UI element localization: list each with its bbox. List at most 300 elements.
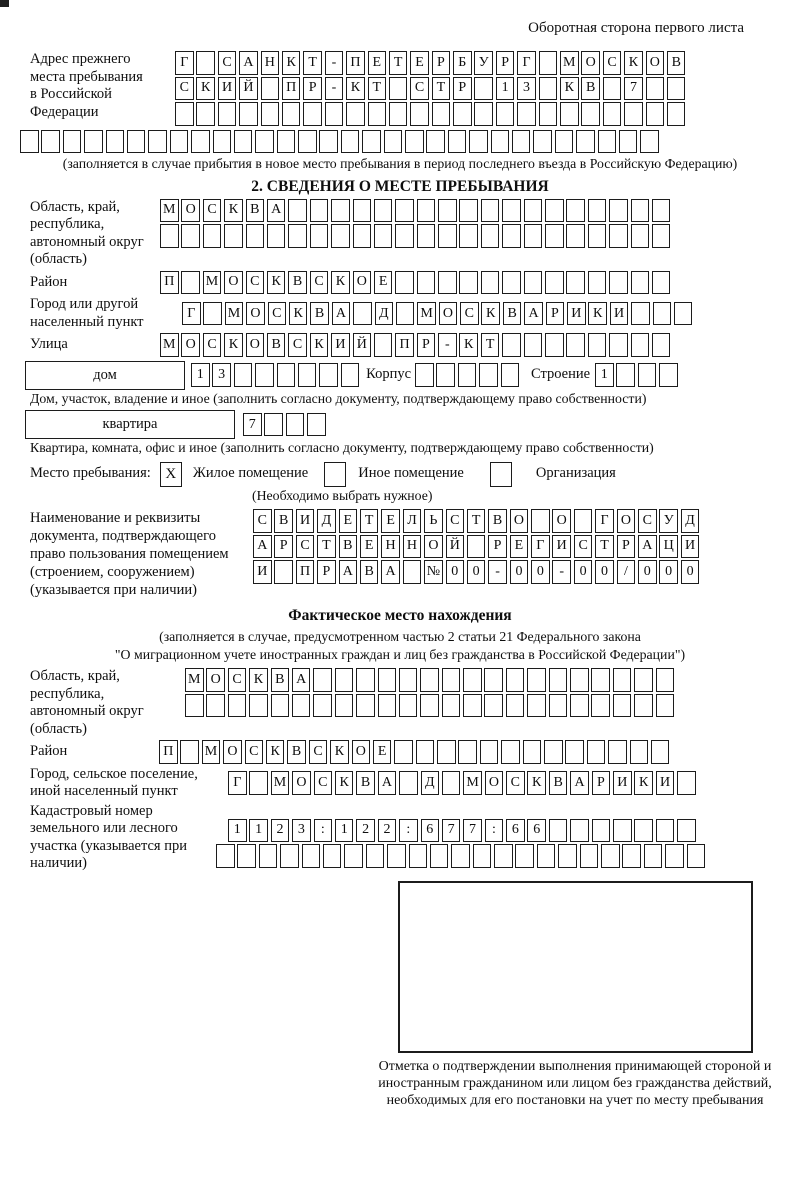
char-box[interactable] bbox=[566, 333, 585, 357]
char-box[interactable] bbox=[344, 844, 363, 868]
char-box[interactable]: А bbox=[381, 560, 400, 584]
char-box[interactable]: А bbox=[339, 560, 358, 584]
char-box[interactable]: К bbox=[588, 302, 607, 326]
char-box[interactable]: Е bbox=[410, 51, 429, 75]
char-box[interactable] bbox=[484, 694, 503, 718]
char-box[interactable] bbox=[261, 102, 280, 126]
char-box[interactable]: Д bbox=[421, 771, 440, 795]
char-box[interactable] bbox=[323, 844, 342, 868]
char-box[interactable] bbox=[515, 844, 534, 868]
char-box[interactable] bbox=[549, 819, 568, 843]
char-box[interactable] bbox=[417, 224, 436, 248]
char-box[interactable] bbox=[430, 844, 449, 868]
char-box[interactable] bbox=[374, 199, 393, 223]
char-box[interactable] bbox=[426, 130, 445, 154]
char-box[interactable]: В bbox=[667, 51, 686, 75]
char-box[interactable] bbox=[399, 668, 418, 692]
char-box[interactable]: Т bbox=[481, 333, 500, 357]
char-box[interactable] bbox=[196, 51, 215, 75]
char-box[interactable] bbox=[524, 224, 543, 248]
char-box[interactable] bbox=[539, 102, 558, 126]
char-box[interactable]: Р bbox=[488, 535, 507, 559]
char-box[interactable] bbox=[506, 694, 525, 718]
char-box[interactable]: А bbox=[638, 535, 657, 559]
char-box[interactable]: В bbox=[287, 740, 306, 764]
char-box[interactable] bbox=[432, 102, 451, 126]
char-box[interactable]: Ц bbox=[659, 535, 678, 559]
char-box[interactable] bbox=[458, 363, 477, 387]
char-box[interactable] bbox=[394, 740, 413, 764]
char-box[interactable] bbox=[545, 199, 564, 223]
char-box[interactable]: И bbox=[656, 771, 675, 795]
char-box[interactable]: В bbox=[356, 771, 375, 795]
char-box[interactable]: Р bbox=[303, 77, 322, 101]
char-box[interactable]: Ь bbox=[424, 509, 443, 533]
char-box[interactable] bbox=[570, 668, 589, 692]
char-box[interactable] bbox=[237, 844, 256, 868]
char-box[interactable]: Р bbox=[546, 302, 565, 326]
char-box[interactable]: Л bbox=[403, 509, 422, 533]
char-box[interactable]: Д bbox=[317, 509, 336, 533]
char-box[interactable]: С bbox=[246, 271, 265, 295]
char-box[interactable]: В bbox=[488, 509, 507, 533]
char-box[interactable] bbox=[405, 130, 424, 154]
char-box[interactable]: С bbox=[309, 740, 328, 764]
char-box[interactable] bbox=[288, 224, 307, 248]
char-box[interactable] bbox=[638, 363, 657, 387]
char-box[interactable] bbox=[527, 668, 546, 692]
char-box[interactable] bbox=[463, 694, 482, 718]
char-box[interactable] bbox=[634, 694, 653, 718]
char-box[interactable]: Г bbox=[228, 771, 247, 795]
char-box[interactable] bbox=[389, 77, 408, 101]
char-box[interactable]: Е bbox=[510, 535, 529, 559]
char-box[interactable]: Й bbox=[446, 535, 465, 559]
char-box[interactable] bbox=[20, 130, 39, 154]
char-box[interactable]: № bbox=[424, 560, 443, 584]
char-box[interactable] bbox=[249, 771, 268, 795]
char-box[interactable] bbox=[280, 844, 299, 868]
char-box[interactable] bbox=[282, 102, 301, 126]
char-box[interactable] bbox=[255, 363, 274, 387]
char-box[interactable] bbox=[203, 224, 222, 248]
char-box[interactable] bbox=[353, 302, 372, 326]
char-box[interactable] bbox=[106, 130, 125, 154]
char-box[interactable]: В bbox=[581, 77, 600, 101]
char-box[interactable]: Р bbox=[496, 51, 515, 75]
char-box[interactable] bbox=[175, 102, 194, 126]
char-box[interactable]: Р bbox=[592, 771, 611, 795]
char-box[interactable]: О bbox=[181, 199, 200, 223]
char-box[interactable] bbox=[261, 77, 280, 101]
char-box[interactable] bbox=[652, 271, 671, 295]
char-box[interactable] bbox=[481, 199, 500, 223]
char-box[interactable]: Н bbox=[381, 535, 400, 559]
char-box[interactable]: К bbox=[289, 302, 308, 326]
char-box[interactable] bbox=[218, 102, 237, 126]
char-box[interactable]: 7 bbox=[442, 819, 461, 843]
char-box[interactable] bbox=[160, 224, 179, 248]
char-box[interactable] bbox=[603, 77, 622, 101]
char-box[interactable] bbox=[634, 668, 653, 692]
char-box[interactable] bbox=[396, 302, 415, 326]
char-box[interactable]: П bbox=[159, 740, 178, 764]
char-box[interactable]: А bbox=[239, 51, 258, 75]
char-box[interactable]: 7 bbox=[624, 77, 643, 101]
char-box[interactable] bbox=[545, 333, 564, 357]
char-box[interactable] bbox=[566, 224, 585, 248]
char-box[interactable] bbox=[264, 413, 283, 437]
char-box[interactable]: К bbox=[266, 740, 285, 764]
char-box[interactable]: И bbox=[296, 509, 315, 533]
char-box[interactable] bbox=[659, 363, 678, 387]
char-box[interactable]: Б bbox=[453, 51, 472, 75]
char-box[interactable]: Р bbox=[432, 51, 451, 75]
char-box[interactable]: А bbox=[378, 771, 397, 795]
char-box[interactable] bbox=[652, 224, 671, 248]
char-box[interactable] bbox=[480, 740, 499, 764]
char-box[interactable]: М bbox=[271, 771, 290, 795]
char-box[interactable] bbox=[631, 302, 650, 326]
char-box[interactable] bbox=[259, 844, 278, 868]
char-box[interactable]: К bbox=[634, 771, 653, 795]
char-box[interactable]: Т bbox=[303, 51, 322, 75]
char-box[interactable] bbox=[667, 77, 686, 101]
char-box[interactable] bbox=[545, 271, 564, 295]
char-box[interactable]: 0 bbox=[531, 560, 550, 584]
char-box[interactable] bbox=[588, 271, 607, 295]
char-box[interactable] bbox=[646, 102, 665, 126]
char-box[interactable]: О bbox=[510, 509, 529, 533]
char-box[interactable] bbox=[442, 771, 461, 795]
char-box[interactable] bbox=[346, 102, 365, 126]
char-box[interactable]: - bbox=[325, 51, 344, 75]
char-box[interactable] bbox=[216, 844, 235, 868]
char-box[interactable] bbox=[206, 694, 225, 718]
char-box[interactable] bbox=[203, 302, 222, 326]
char-box[interactable] bbox=[608, 740, 627, 764]
char-box[interactable] bbox=[609, 199, 628, 223]
char-box[interactable]: К bbox=[335, 771, 354, 795]
char-box[interactable]: М bbox=[160, 333, 179, 357]
char-box[interactable]: П bbox=[296, 560, 315, 584]
char-box[interactable] bbox=[148, 130, 167, 154]
char-box[interactable] bbox=[271, 694, 290, 718]
char-box[interactable] bbox=[667, 102, 686, 126]
char-box[interactable]: О bbox=[439, 302, 458, 326]
char-box[interactable] bbox=[545, 224, 564, 248]
char-box[interactable]: Т bbox=[467, 509, 486, 533]
char-box[interactable] bbox=[581, 102, 600, 126]
char-box[interactable] bbox=[319, 130, 338, 154]
char-box[interactable] bbox=[479, 363, 498, 387]
char-box[interactable] bbox=[307, 413, 326, 437]
char-box[interactable] bbox=[496, 102, 515, 126]
char-box[interactable] bbox=[224, 224, 243, 248]
char-box[interactable] bbox=[442, 694, 461, 718]
char-box[interactable]: М bbox=[185, 668, 204, 692]
char-box[interactable]: И bbox=[552, 535, 571, 559]
char-box[interactable]: Е bbox=[381, 509, 400, 533]
char-box[interactable]: К bbox=[459, 333, 478, 357]
char-box[interactable] bbox=[609, 271, 628, 295]
char-box[interactable] bbox=[473, 844, 492, 868]
char-box[interactable]: К bbox=[196, 77, 215, 101]
char-box[interactable]: Й bbox=[353, 333, 372, 357]
char-box[interactable] bbox=[286, 413, 305, 437]
char-box[interactable]: О bbox=[223, 740, 242, 764]
char-box[interactable] bbox=[378, 694, 397, 718]
char-box[interactable]: К bbox=[282, 51, 301, 75]
char-box[interactable]: Т bbox=[432, 77, 451, 101]
char-box[interactable] bbox=[539, 51, 558, 75]
char-box[interactable]: О bbox=[246, 333, 265, 357]
char-box[interactable] bbox=[448, 130, 467, 154]
char-box[interactable]: И bbox=[218, 77, 237, 101]
char-box[interactable]: С bbox=[314, 771, 333, 795]
char-box[interactable]: Г bbox=[517, 51, 536, 75]
char-box[interactable] bbox=[592, 819, 611, 843]
char-box[interactable]: : bbox=[485, 819, 504, 843]
char-box[interactable] bbox=[631, 333, 650, 357]
char-box[interactable]: В bbox=[310, 302, 329, 326]
char-box[interactable]: Н bbox=[403, 535, 422, 559]
char-box[interactable] bbox=[469, 130, 488, 154]
char-box[interactable] bbox=[533, 130, 552, 154]
char-box[interactable] bbox=[459, 199, 478, 223]
char-box[interactable]: 1 bbox=[595, 363, 614, 387]
char-box[interactable] bbox=[502, 224, 521, 248]
char-box[interactable]: 6 bbox=[506, 819, 525, 843]
char-box[interactable] bbox=[570, 819, 589, 843]
char-box[interactable]: 3 bbox=[292, 819, 311, 843]
char-box[interactable] bbox=[459, 224, 478, 248]
char-box[interactable]: С bbox=[506, 771, 525, 795]
char-box[interactable] bbox=[403, 560, 422, 584]
char-box[interactable] bbox=[558, 844, 577, 868]
char-box[interactable] bbox=[622, 844, 641, 868]
char-box[interactable]: Е bbox=[339, 509, 358, 533]
char-box[interactable]: 3 bbox=[212, 363, 231, 387]
char-box[interactable]: О bbox=[352, 740, 371, 764]
char-box[interactable] bbox=[524, 333, 543, 357]
char-box[interactable] bbox=[335, 668, 354, 692]
char-box[interactable] bbox=[313, 668, 332, 692]
char-box[interactable] bbox=[325, 102, 344, 126]
char-box[interactable]: С bbox=[410, 77, 429, 101]
char-box[interactable]: О bbox=[617, 509, 636, 533]
char-box[interactable] bbox=[613, 819, 632, 843]
char-box[interactable]: А bbox=[570, 771, 589, 795]
char-box[interactable] bbox=[555, 130, 574, 154]
char-box[interactable]: А bbox=[332, 302, 351, 326]
char-box[interactable] bbox=[613, 694, 632, 718]
char-box[interactable]: / bbox=[617, 560, 636, 584]
char-box[interactable] bbox=[181, 271, 200, 295]
char-box[interactable] bbox=[630, 740, 649, 764]
char-box[interactable]: И bbox=[610, 302, 629, 326]
char-box[interactable]: В bbox=[246, 199, 265, 223]
char-box[interactable]: 1 bbox=[496, 77, 515, 101]
char-box[interactable] bbox=[288, 199, 307, 223]
char-box[interactable] bbox=[631, 199, 650, 223]
char-box[interactable] bbox=[656, 668, 675, 692]
char-box[interactable] bbox=[634, 819, 653, 843]
char-box[interactable] bbox=[395, 199, 414, 223]
char-box[interactable]: Р bbox=[317, 560, 336, 584]
char-box[interactable] bbox=[255, 130, 274, 154]
char-box[interactable]: И bbox=[331, 333, 350, 357]
char-box[interactable]: А bbox=[267, 199, 286, 223]
char-box[interactable] bbox=[574, 509, 593, 533]
char-box[interactable] bbox=[438, 271, 457, 295]
char-box[interactable]: 0 bbox=[595, 560, 614, 584]
char-box[interactable] bbox=[537, 844, 556, 868]
char-box[interactable] bbox=[656, 819, 675, 843]
char-box[interactable] bbox=[353, 199, 372, 223]
char-box[interactable]: 2 bbox=[378, 819, 397, 843]
char-box[interactable] bbox=[502, 333, 521, 357]
char-box[interactable] bbox=[517, 102, 536, 126]
char-box[interactable] bbox=[609, 333, 628, 357]
char-box[interactable] bbox=[249, 694, 268, 718]
char-box[interactable] bbox=[591, 668, 610, 692]
checkbox-other-premises[interactable] bbox=[324, 462, 346, 487]
char-box[interactable]: О bbox=[424, 535, 443, 559]
char-box[interactable]: В bbox=[274, 509, 293, 533]
apartment-field[interactable]: квартира bbox=[25, 410, 235, 439]
char-box[interactable] bbox=[437, 740, 456, 764]
char-box[interactable]: П bbox=[346, 51, 365, 75]
char-box[interactable]: 7 bbox=[243, 413, 262, 437]
char-box[interactable]: 1 bbox=[249, 819, 268, 843]
char-box[interactable] bbox=[588, 224, 607, 248]
char-box[interactable]: С bbox=[268, 302, 287, 326]
char-box[interactable] bbox=[417, 199, 436, 223]
char-box[interactable] bbox=[506, 668, 525, 692]
char-box[interactable] bbox=[451, 844, 470, 868]
char-box[interactable]: С bbox=[203, 333, 222, 357]
char-box[interactable] bbox=[368, 102, 387, 126]
char-box[interactable]: 2 bbox=[356, 819, 375, 843]
char-box[interactable]: К bbox=[310, 333, 329, 357]
char-box[interactable] bbox=[438, 224, 457, 248]
char-box[interactable] bbox=[353, 224, 372, 248]
char-box[interactable] bbox=[415, 363, 434, 387]
char-box[interactable] bbox=[588, 333, 607, 357]
char-box[interactable]: М bbox=[463, 771, 482, 795]
char-box[interactable] bbox=[319, 363, 338, 387]
char-box[interactable]: - bbox=[438, 333, 457, 357]
char-box[interactable]: - bbox=[325, 77, 344, 101]
char-box[interactable]: К bbox=[624, 51, 643, 75]
char-box[interactable] bbox=[442, 668, 461, 692]
char-box[interactable] bbox=[298, 363, 317, 387]
char-box[interactable] bbox=[63, 130, 82, 154]
char-box[interactable]: С bbox=[310, 271, 329, 295]
char-box[interactable] bbox=[191, 130, 210, 154]
char-box[interactable] bbox=[539, 77, 558, 101]
char-box[interactable]: Е bbox=[373, 740, 392, 764]
char-box[interactable] bbox=[481, 224, 500, 248]
char-box[interactable]: Й bbox=[239, 77, 258, 101]
char-box[interactable]: 7 bbox=[463, 819, 482, 843]
char-box[interactable]: Е bbox=[360, 535, 379, 559]
char-box[interactable] bbox=[674, 302, 693, 326]
char-box[interactable]: 1 bbox=[228, 819, 247, 843]
char-box[interactable]: Г bbox=[595, 509, 614, 533]
char-box[interactable] bbox=[459, 271, 478, 295]
char-box[interactable] bbox=[631, 224, 650, 248]
char-box[interactable] bbox=[277, 363, 296, 387]
char-box[interactable]: С bbox=[460, 302, 479, 326]
char-box[interactable] bbox=[41, 130, 60, 154]
char-box[interactable]: Т bbox=[595, 535, 614, 559]
char-box[interactable]: М bbox=[417, 302, 436, 326]
char-box[interactable]: Т bbox=[389, 51, 408, 75]
char-box[interactable]: К bbox=[330, 740, 349, 764]
char-box[interactable] bbox=[335, 694, 354, 718]
char-box[interactable]: 0 bbox=[659, 560, 678, 584]
char-box[interactable]: 1 bbox=[335, 819, 354, 843]
char-box[interactable] bbox=[544, 740, 563, 764]
char-box[interactable]: Е bbox=[368, 51, 387, 75]
char-box[interactable] bbox=[494, 844, 513, 868]
char-box[interactable]: О bbox=[206, 668, 225, 692]
char-box[interactable]: К bbox=[267, 271, 286, 295]
char-box[interactable]: В bbox=[360, 560, 379, 584]
char-box[interactable]: А bbox=[524, 302, 543, 326]
char-box[interactable] bbox=[438, 199, 457, 223]
char-box[interactable] bbox=[84, 130, 103, 154]
char-box[interactable] bbox=[395, 224, 414, 248]
char-box[interactable]: Д bbox=[681, 509, 700, 533]
char-box[interactable]: В bbox=[267, 333, 286, 357]
char-box[interactable] bbox=[624, 102, 643, 126]
char-box[interactable]: О bbox=[485, 771, 504, 795]
char-box[interactable]: О bbox=[552, 509, 571, 533]
char-box[interactable]: К bbox=[481, 302, 500, 326]
char-box[interactable] bbox=[677, 819, 696, 843]
char-box[interactable] bbox=[565, 740, 584, 764]
char-box[interactable] bbox=[387, 844, 406, 868]
char-box[interactable] bbox=[644, 844, 663, 868]
char-box[interactable]: К bbox=[560, 77, 579, 101]
char-box[interactable]: О bbox=[246, 302, 265, 326]
char-box[interactable] bbox=[527, 694, 546, 718]
char-box[interactable]: С bbox=[203, 199, 222, 223]
char-box[interactable] bbox=[502, 271, 521, 295]
char-box[interactable]: О bbox=[224, 271, 243, 295]
char-box[interactable] bbox=[234, 363, 253, 387]
char-box[interactable] bbox=[501, 363, 520, 387]
char-box[interactable] bbox=[246, 224, 265, 248]
char-box[interactable] bbox=[374, 224, 393, 248]
char-box[interactable] bbox=[341, 130, 360, 154]
char-box[interactable] bbox=[313, 694, 332, 718]
char-box[interactable] bbox=[453, 102, 472, 126]
char-box[interactable]: С bbox=[638, 509, 657, 533]
char-box[interactable] bbox=[524, 271, 543, 295]
char-box[interactable]: М bbox=[203, 271, 222, 295]
char-box[interactable]: Р bbox=[274, 535, 293, 559]
char-box[interactable]: Г bbox=[182, 302, 201, 326]
char-box[interactable] bbox=[523, 740, 542, 764]
char-box[interactable]: С bbox=[288, 333, 307, 357]
char-box[interactable]: В bbox=[339, 535, 358, 559]
char-box[interactable] bbox=[481, 271, 500, 295]
char-box[interactable] bbox=[646, 77, 665, 101]
